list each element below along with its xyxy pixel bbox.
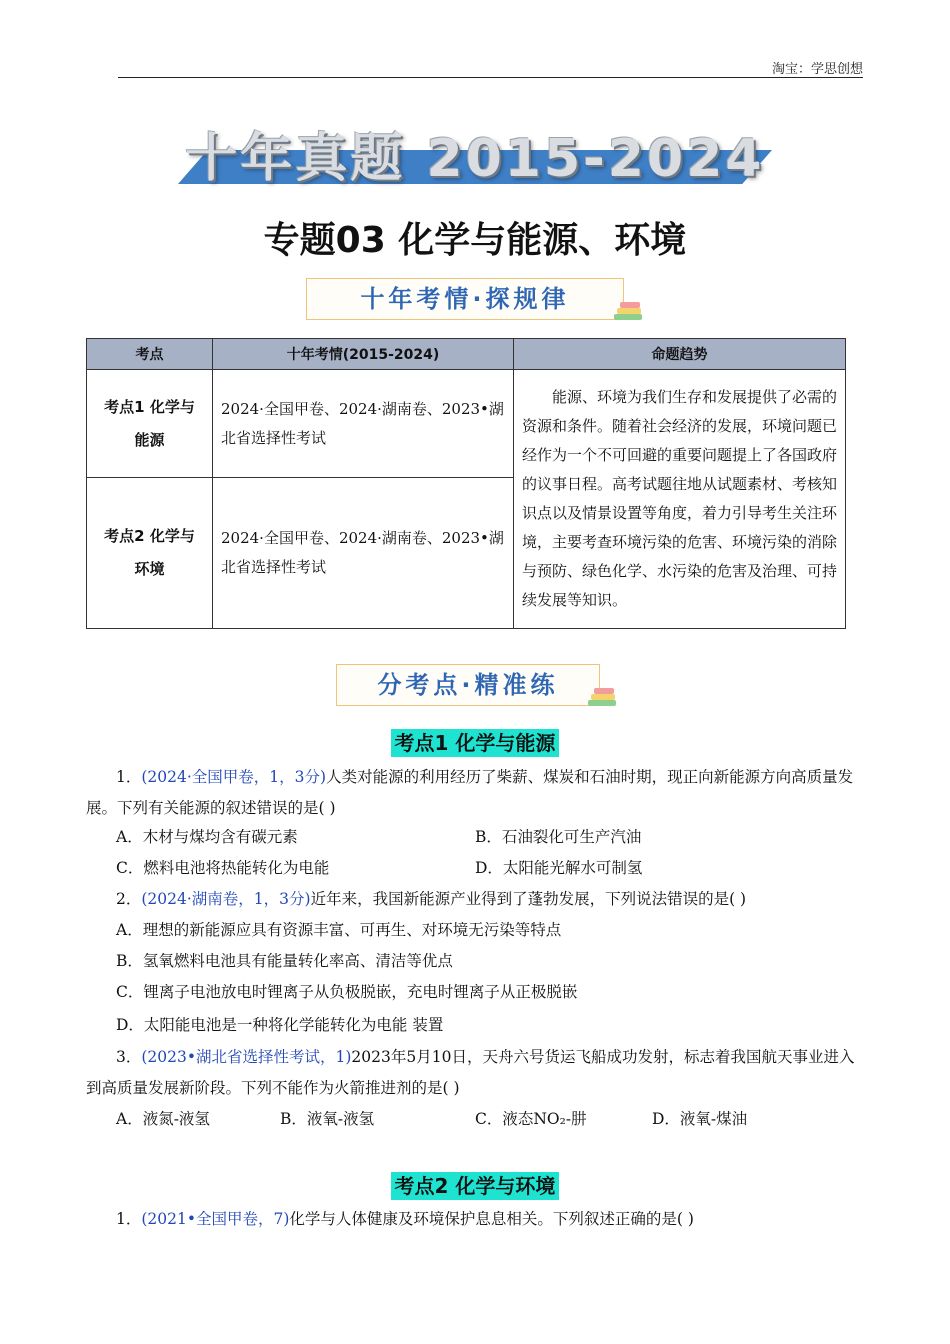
page-title: 专题03 化学与能源、环境 bbox=[263, 220, 687, 261]
option: C．燃料电池将热能转化为电能 bbox=[116, 859, 330, 877]
topic-cell: 考点2 化学与环境 bbox=[87, 478, 213, 629]
question-source: (2024·全国甲卷，1，3分) bbox=[141, 768, 327, 786]
question-source: (2024·湖南卷，1，3分) bbox=[141, 890, 311, 908]
option: D．太阳能光解水可制氢 bbox=[475, 859, 643, 877]
years-cell: 2024·全国甲卷、2024·湖南卷、2023•湖北省选择性考试 bbox=[213, 370, 514, 478]
question-1: 1．(2024·全国甲卷，1，3分)人类对能源的利用经历了柴薪、煤炭和石油时期，现正向新能源方向高质量发展。下列有关能源的叙述错误的是( ) bbox=[86, 768, 854, 817]
overview-badge: 十年考情·探规律 bbox=[306, 278, 624, 320]
option: A．木材与煤均含有碳元素 bbox=[116, 828, 298, 846]
option: D．液氧-煤油 bbox=[652, 1110, 748, 1128]
option: B．液氧-液氢 bbox=[280, 1110, 375, 1128]
table-header-row bbox=[87, 339, 846, 370]
question-4: 1．(2021•全国甲卷，7)化学与人体健康及环境保护息息相关。下列叙述正确的是( ) bbox=[116, 1210, 694, 1228]
option: D．太阳能电池是一种将化学能转化为电能 装置 bbox=[116, 1016, 444, 1034]
table-header: 命题趋势 bbox=[514, 339, 846, 370]
table-row bbox=[87, 370, 846, 478]
books-icon bbox=[614, 302, 644, 324]
option: C．锂离子电池放电时锂离子从负极脱嵌，充电时锂离子从正极脱嵌 bbox=[116, 983, 578, 1001]
banner-text: 十年真题 2015-2024 bbox=[185, 129, 765, 189]
question-3: 3．(2023•湖北省选择性考试，1)2023年5月10日，天舟六号货运飞船成功发射，标志着我国航天事业进入到高质量发展新阶段。下列不能作为火箭推进剂的是( ) bbox=[86, 1048, 855, 1097]
option: A．液氮-液氢 bbox=[116, 1110, 210, 1128]
option: B．氢氧燃料电池具有能量转化率高、清洁等优点 bbox=[116, 952, 453, 970]
section-title: 考点1 化学与能源 bbox=[0, 727, 950, 756]
section-title: 考点2 化学与环境 bbox=[0, 1170, 950, 1199]
table-header: 十年考情(2015-2024) bbox=[213, 339, 514, 370]
option: A．理想的新能源应具有资源丰富、可再生、对环境无污染等特点 bbox=[116, 921, 562, 939]
question-source: (2023•湖北省选择性考试，1) bbox=[141, 1048, 352, 1066]
page-header bbox=[118, 56, 863, 78]
question-source: (2021•全国甲卷，7) bbox=[141, 1210, 290, 1228]
title-banner bbox=[178, 112, 772, 188]
option: C．液态NO₂-肼 bbox=[475, 1110, 587, 1128]
topic-cell: 考点1 化学与能源 bbox=[87, 370, 213, 478]
books-icon bbox=[588, 688, 618, 710]
table-header: 考点 bbox=[87, 339, 213, 370]
trend-cell: 能源、环境为我们生存和发展提供了必需的资源和条件。随着社会经济的发展，环境问题已经作为一个不可回避的重要问题提上了各国政府的议事日程。高考试题往地从试题素材、考核知识点以及情景设置等角度，着力引导考生关注环境，主要考查环境污染的危害、环境污染的消除与预防、绿色化学、水污染的危害及治理、可持续发展等知识。 bbox=[514, 370, 846, 629]
shop-label: 淘宝：学思创想 bbox=[771, 62, 863, 77]
question-2: 2．(2024·湖南卷，1，3分)近年来，我国新能源产业得到了蓬勃发展，下列说法错误的是( ) bbox=[116, 890, 747, 908]
years-cell: 2024·全国甲卷、2024·湖南卷、2023•湖北省选择性考试 bbox=[213, 478, 514, 629]
practice-badge: 分考点·精准练 bbox=[336, 664, 600, 706]
overview-table bbox=[86, 338, 846, 629]
option: B．石油裂化可生产汽油 bbox=[475, 828, 642, 846]
